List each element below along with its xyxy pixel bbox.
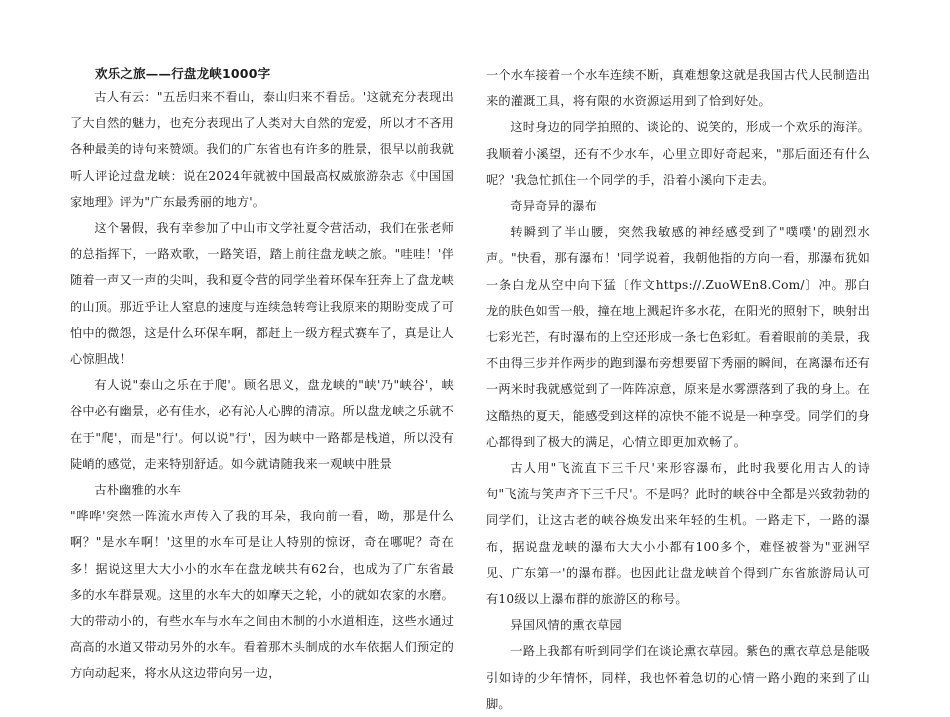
paragraph: 一路上我都有听到同学们在谈论熏衣草园。紫色的熏衣草总是能吸引如诗的少年情怀，同样，我也怀着急切的心情一路小跑的来到了山脚。 xyxy=(486,644,870,711)
right-column xyxy=(486,62,870,717)
paragraph: 古人用"飞流直下三千尺'来形容瀑布，此时我要化用古人的诗句"飞流与笑声齐下三千尺'。不是吗？此时的峡谷中全都是兴致勃勃的同学们，让这古老的峡谷焕发出来年轻的生机。一路走下，一路的瀑布，据说盘龙峡的瀑布大大小小都有100多个，难怪被誉为"亚洲罕见、广东第一'的瀑布群。也因此让盘龙峡首个得到广东省旅游局认可有10级以上瀑布群的旅游区的称号。 xyxy=(486,461,870,607)
section-heading: 异国风情的熏衣草园 xyxy=(510,618,622,633)
paragraph: "哗哗'突然一阵流水声传入了我的耳朵，我向前一看，呦，那是什么啊？"是水车啊！'这里的水车可是让人特别的惊讶，奇在哪呢？奇在多！据说这里大大小小的水车在盘龙峡共有62台，也成为了广东省最多的水车群景观。这里的水车大的如摩天之轮，小的就如农家的水磨。大的带动小的，有些水车与水车之间由木制的小水道相连，这些水通过高高的水道又带动另外的水车。看着那木头制成的水车依据人们预定的方向动起来，将水从这边带向另一边， xyxy=(70,509,455,681)
paragraph: 古人有云："五岳归来不看山，泰山归来不看岳。'这就充分表现出了大自然的魅力，也充分表现出了人类对大自然的宠爱，所以才不吝用各种最美的诗句来赞颂。我们的广东省也有许多的胜景，很早以前我就听人评论过盘龙峡：说在2024年就被中国最高权威旅游杂志《中国国家地理》评为"广东最秀丽的地方'。 xyxy=(70,90,455,209)
paragraph: 转瞬到了半山腰，突然我敏感的神经感受到了"噗噗'的剧烈水声。"快看，那有瀑布！'同学说着，我朝他指的方向一看，那瀑布犹如一条白龙从空中向下猛〔作文https://.ZuoWEn8.Com/〕冲。那白龙的肤色如雪一般，撞在地上溅起许多水花，在阳光的照射下，映射出七彩光芒，有时瀑布的上空还形成一条七色彩虹。看着眼前的美景，我不由得三步并作两步的跑到瀑布旁想要留下秀丽的瞬间，在离瀑布还有一两米时我就感觉到了一阵阵凉意，原来是水雾漂落到了我的身上。在这酷热的夏天，能感受到这样的凉快不能不说是一种享受。同学们的身心都得到了极大的满足，心情立即更加欢畅了。 xyxy=(486,225,871,449)
section-heading: 奇异奇异的瀑布 xyxy=(510,199,598,214)
paragraph: 有人说"泰山之乐在于爬'。顾名思义，盘龙峡的"峡'乃"峡谷'，峡谷中必有幽景，必有佳水，必有沁人心脾的清凉。所以盘龙峡之乐就不在于"爬'，而是"行'。何以说"行'，因为峡中一路都是栈道，所以没有陡峭的感觉，走来特别舒适。如今就请随我来一观峡中胜景 xyxy=(70,378,455,471)
paragraph: 这时身边的同学拍照的、谈论的、说笑的，形成一个欢乐的海洋。我顺着小溪望，还有不少水车，心里立即好奇起来，"那后面还有什么呢？'我急忙抓住一个同学的手，沿着小溪向下走去。 xyxy=(486,120,870,187)
document-title: 欢乐之旅——行盘龙峡1000字 xyxy=(95,66,271,81)
paragraph: 一个水车接着一个水车连续不断，真难想象这就是我国古代人民制造出来的灌溉工具，将有限的水资源运用到了恰到好处。 xyxy=(486,68,871,109)
left-column xyxy=(70,64,454,687)
paragraph: 这个暑假，我有幸参加了中山市文学社夏令营活动，我们在张老师的总指挥下，一路欢歌，一路笑语，踏上前往盘龙峡之旅。"哇哇！'伴随着一声又一声的尖叫，我和夏令营的同学坐着环保车狂奔上了盘龙峡的山顶。那近乎让人窒息的速度与连续急转弯让我原来的期盼变成了可怕中的微怨，这是什么环保车啊，都赶上一级方程式赛车了，真是让人心惊胆战！ xyxy=(70,221,455,367)
section-heading: 古朴幽雅的水车 xyxy=(94,483,182,498)
